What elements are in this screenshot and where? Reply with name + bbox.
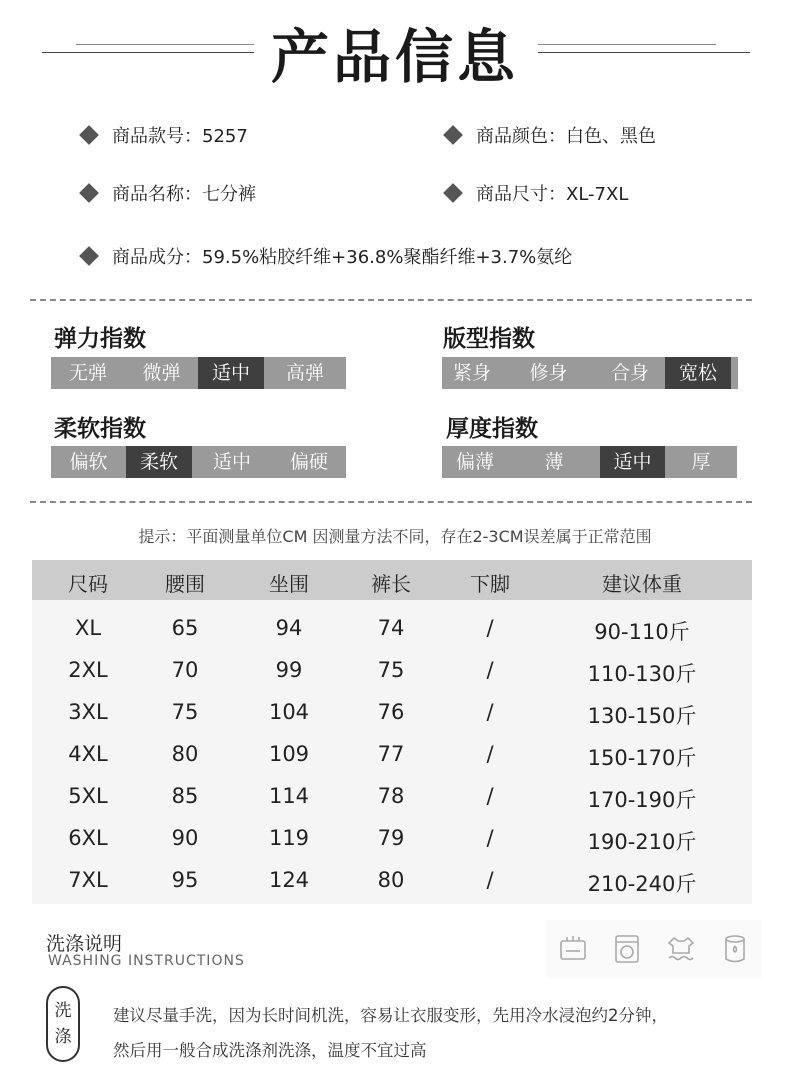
size-table-body (32, 600, 752, 904)
cell-length: 74 (377, 616, 405, 640)
info-color-text: 商品颜色：白色、黑色 (476, 126, 656, 147)
fit-option: 宽松 (665, 357, 731, 389)
measurement-tip: 提示：平面测量单位CM 因测量方法不同，存在2-3CM误差属于正常范围 (138, 527, 652, 546)
header-length: 裤长 (371, 572, 411, 596)
header-weight: 建议体重 (602, 572, 682, 596)
thick-index-bar (442, 446, 737, 478)
cell-hem: / (486, 616, 494, 640)
cell-hip: 104 (268, 700, 310, 724)
cell-size: XL (74, 616, 102, 640)
elastic-index-title: 弹力指数 (54, 326, 146, 352)
elastic-option: 无弹 (68, 362, 107, 384)
cell-weight: 150-170斤 (587, 746, 697, 770)
cell-length: 75 (377, 658, 405, 682)
thick-option: 偏薄 (455, 451, 494, 473)
cell-size: 5XL (68, 784, 108, 808)
soft-index-bar (51, 446, 346, 478)
info-material-text: 商品成分：59.5%粘胶纤维+36.8%聚酯纤维+3.7%氨纶 (112, 247, 573, 268)
washing-badge-char: 涤 (54, 1027, 72, 1047)
washing-subtitle: WASHING INSTRUCTIONS (48, 953, 245, 969)
info-style-no (80, 122, 248, 148)
cell-waist: 65 (171, 616, 199, 640)
washing-title: 洗涤说明 (46, 933, 123, 955)
divider-top (30, 299, 752, 301)
soft-option: 适中 (212, 451, 251, 473)
bleach-icon (719, 933, 751, 965)
cell-waist: 90 (171, 826, 199, 850)
elastic-index-bar (51, 357, 346, 389)
cell-length: 80 (377, 868, 405, 892)
cell-hem: / (486, 868, 494, 892)
cell-waist: 85 (171, 784, 199, 808)
header-hip: 坐围 (269, 572, 309, 596)
hand-wash-icon (557, 933, 589, 965)
cell-hip: 114 (268, 784, 310, 808)
soft-option: 偏软 (69, 451, 108, 473)
cell-weight: 130-150斤 (587, 704, 697, 728)
header-waist: 腰围 (165, 572, 205, 596)
info-size (444, 180, 628, 206)
washing-text-line: 然后用一般合成洗涤剂洗涤，温度不宜过高 (113, 1041, 427, 1060)
washing-text (113, 998, 763, 1068)
fit-index-bar (442, 357, 738, 389)
info-material (80, 243, 572, 269)
cell-weight: 110-130斤 (587, 662, 697, 686)
cell-waist: 80 (171, 742, 199, 766)
header-hem: 下脚 (470, 572, 510, 596)
cell-size: 2XL (68, 658, 108, 682)
fit-option: 修身 (529, 362, 568, 384)
cell-weight: 210-240斤 (587, 872, 697, 896)
soft-option: 偏硬 (289, 451, 328, 473)
cell-hip: 109 (268, 742, 310, 766)
diamond-bullet-icon (443, 183, 463, 203)
cell-length: 77 (377, 742, 405, 766)
size-table-header (32, 560, 752, 600)
no-wring-icon (665, 933, 697, 965)
thick-option: 厚 (691, 451, 711, 473)
thick-option: 适中 (600, 446, 665, 478)
diamond-bullet-icon (79, 246, 99, 266)
soft-option: 柔软 (126, 446, 192, 478)
cell-size: 7XL (68, 868, 108, 892)
cell-waist: 70 (171, 658, 199, 682)
washing-badge (46, 986, 80, 1062)
info-color (444, 122, 656, 148)
info-name (80, 180, 256, 206)
cell-length: 76 (377, 700, 405, 724)
cell-size: 4XL (68, 742, 108, 766)
cell-waist: 75 (171, 700, 199, 724)
cell-weight: 190-210斤 (587, 830, 697, 854)
diamond-bullet-icon (443, 125, 463, 145)
thick-option: 薄 (544, 451, 564, 473)
cell-weight: 170-190斤 (587, 788, 697, 812)
page-title: 产品信息 (270, 23, 519, 91)
cell-hip: 99 (275, 658, 303, 682)
washing-badge-char: 洗 (54, 1001, 72, 1021)
cell-size: 3XL (68, 700, 108, 724)
elastic-option: 微弹 (142, 362, 181, 384)
elastic-option: 适中 (198, 357, 264, 389)
cell-hem: / (486, 700, 494, 724)
diamond-bullet-icon (79, 183, 99, 203)
diamond-bullet-icon (79, 125, 99, 145)
cell-length: 79 (377, 826, 405, 850)
cell-waist: 95 (171, 868, 199, 892)
thick-index-title: 厚度指数 (446, 416, 538, 442)
cell-size: 6XL (68, 826, 108, 850)
elastic-option: 高弹 (285, 362, 324, 384)
cell-weight: 90-110斤 (594, 620, 690, 644)
cell-hem: / (486, 826, 494, 850)
fit-index-title: 版型指数 (443, 326, 535, 352)
soft-index-title: 柔软指数 (54, 416, 146, 442)
header-size: 尺码 (68, 572, 108, 596)
cell-hip: 94 (275, 616, 303, 640)
cell-hip: 124 (268, 868, 310, 892)
info-size-text: 商品尺寸：XL-7XL (476, 184, 629, 205)
info-name-text: 商品名称：七分裤 (112, 184, 256, 205)
info-style-no-text: 商品款号：5257 (112, 126, 248, 147)
cell-hip: 119 (268, 826, 310, 850)
fit-option: 合身 (610, 362, 649, 384)
fit-option: 紧身 (452, 362, 491, 384)
machine-wash-icon (611, 933, 643, 965)
washing-text-line: 建议尽量手洗，因为长时间机洗，容易让衣服变形，先用冷水浸泡约2分钟， (113, 1006, 668, 1025)
washing-icons (546, 920, 762, 978)
divider-bottom (30, 501, 752, 503)
cell-hem: / (486, 742, 494, 766)
cell-hem: / (486, 658, 494, 682)
cell-hem: / (486, 784, 494, 808)
cell-length: 78 (377, 784, 405, 808)
